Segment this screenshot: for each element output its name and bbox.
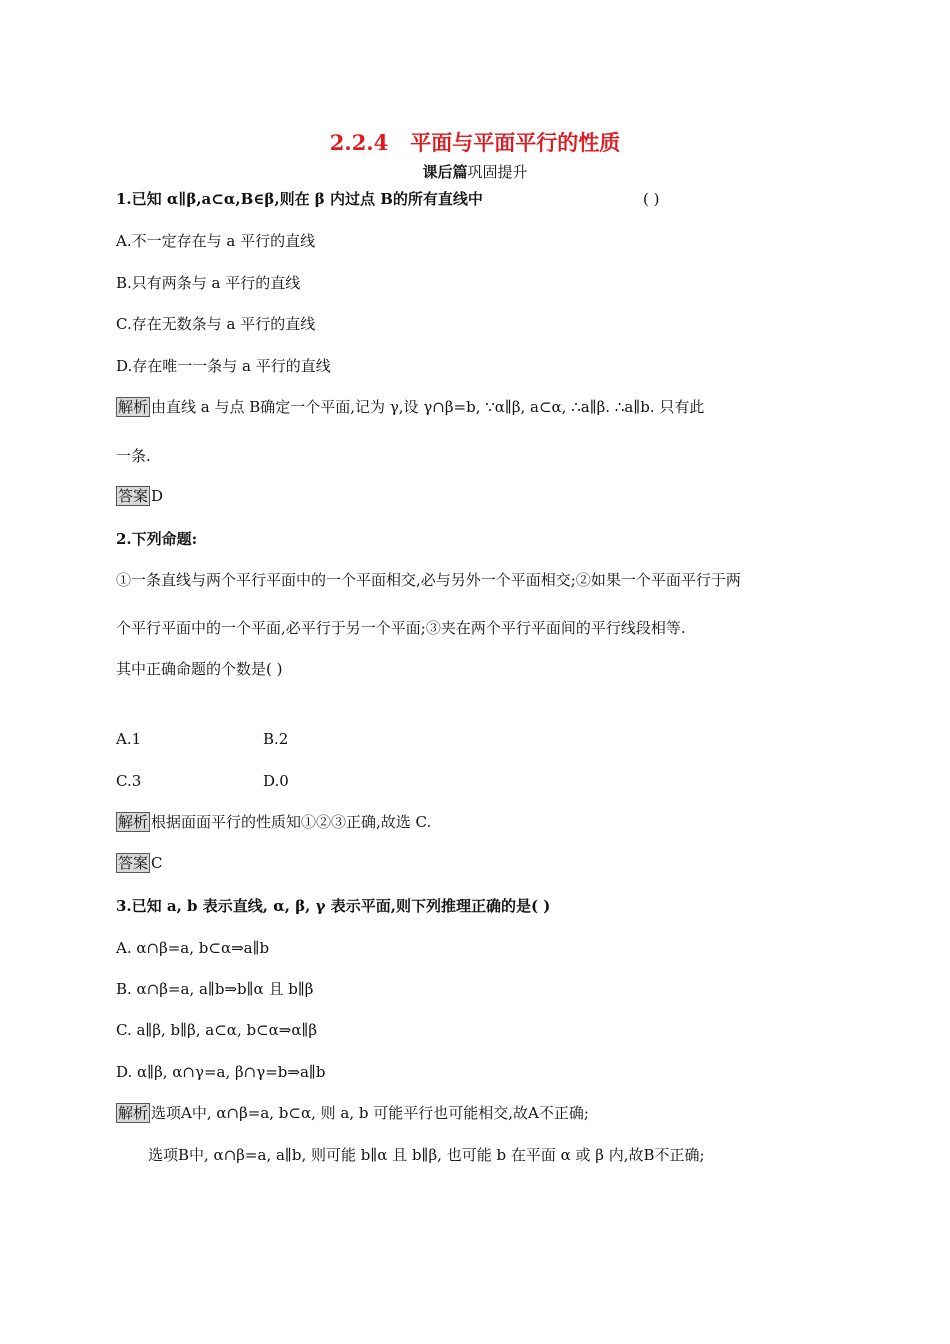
q1-paren: ( ): [643, 190, 660, 208]
q3-stem: 3.已知 a, b 表示直线, α, β, γ 表示平面,则下列推理正确的是( ): [116, 897, 551, 915]
page-subtitle: [0, 162, 950, 182]
q1-option-a: A.不一定存在与 a 平行的直线: [116, 232, 316, 250]
q2-option-b: B.2: [263, 730, 289, 748]
q1-answer: [116, 486, 163, 506]
analysis-tag: 解析: [118, 1104, 149, 1122]
q3-analysis-cont: 选项B中, α∩β=a, a∥b, 则可能 b∥α 且 b∥β, 也可能 b 在平面 α 或 β 内,故B不正确;: [148, 1146, 705, 1164]
q2-statement-line2: 个平行平面中的一个平面,必平行于另一个平面;③夹在两个平行平面间的平行线段相等.: [116, 619, 686, 637]
q3-option-c: C. a∥β, b∥β, a⊂α, b⊂α⇒α∥β: [116, 1021, 318, 1039]
q2-analysis: [116, 812, 431, 832]
q1-analysis-text: 由直线 a 与点 B确定一个平面,记为 γ,设 γ∩β=b, ∵α∥β, a⊂α, ∴a∥β. ∴a∥b. 只有此: [151, 398, 705, 416]
q1-analysis: [116, 397, 704, 417]
analysis-tag: 解析: [118, 398, 149, 416]
q2-stem: 2.下列命题:: [116, 530, 198, 548]
analysis-tag: 解析: [118, 813, 149, 831]
q1-stem: 1.已知 α∥β,a⊂α,B∈β,则在 β 内过点 B的所有直线中: [116, 190, 483, 208]
q3-option-b: B. α∩β=a, a∥b⇒b∥α 且 b∥β: [116, 980, 314, 998]
q2-answer: [116, 853, 163, 873]
q1-option-b: B.只有两条与 a 平行的直线: [116, 274, 301, 292]
q2-option-a: A.1: [116, 730, 142, 748]
section-number: 2.2.4: [329, 130, 389, 155]
q2-question: 其中正确命题的个数是( ): [116, 660, 283, 678]
subtitle-bold: 课后篇: [422, 163, 468, 181]
q1-analysis-cont: 一条.: [116, 447, 151, 465]
subtitle-rest: 巩固提升: [467, 163, 528, 181]
q3-analysis: [116, 1103, 589, 1123]
q2-option-c: C.3: [116, 772, 142, 790]
q2-answer-value: C: [151, 854, 163, 872]
q3-option-a: A. α∩β=a, b⊂α⇒a∥b: [116, 939, 270, 957]
page-title: [0, 130, 950, 156]
q1-answer-value: D: [151, 487, 164, 505]
q1-option-d: D.存在唯一一条与 a 平行的直线: [116, 357, 331, 375]
answer-tag: 答案: [118, 487, 149, 505]
q2-analysis-text: 根据面面平行的性质知①②③正确,故选 C.: [151, 813, 432, 831]
q1-option-c: C.存在无数条与 a 平行的直线: [116, 315, 316, 333]
answer-tag: 答案: [118, 854, 149, 872]
section-title: 平面与平面平行的性质: [410, 130, 621, 155]
q2-statement-line1: ①一条直线与两个平行平面中的一个平面相交,必与另外一个平面相交;②如果一个平面平行于两: [116, 571, 741, 589]
q3-analysis-text: 选项A中, α∩β=a, b⊂α, 则 a, b 可能平行也可能相交,故A不正确;: [151, 1104, 589, 1122]
q2-option-d: D.0: [263, 772, 289, 790]
q3-option-d: D. α∥β, α∩γ=a, β∩γ=b⇒a∥b: [116, 1063, 326, 1081]
